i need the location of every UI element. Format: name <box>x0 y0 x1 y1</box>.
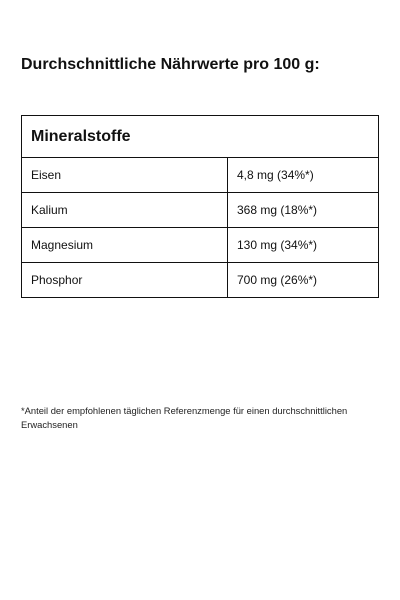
footnote: *Anteil der empfohlenen täglichen Referenzmenge für einen durchschnittlichen Erwachsenen <box>21 405 348 430</box>
table-row <box>22 158 379 193</box>
nutrition-table <box>21 115 379 298</box>
mineral-name: Magnesium <box>22 228 228 263</box>
mineral-value: 700 mg (26%*) <box>228 263 379 298</box>
mineral-value: 4,8 mg (34%*) <box>228 158 379 193</box>
mineral-name: Eisen <box>22 158 228 193</box>
page-heading: Durchschnittliche Nährwerte pro 100 g: <box>21 56 320 73</box>
table-row <box>22 228 379 263</box>
table-row <box>22 263 379 298</box>
table-row <box>22 193 379 228</box>
mineral-name: Kalium <box>22 193 228 228</box>
mineral-name: Phosphor <box>22 263 228 298</box>
mineral-value: 130 mg (34%*) <box>228 228 379 263</box>
table-title: Mineralstoffe <box>22 116 379 158</box>
mineral-value: 368 mg (18%*) <box>228 193 379 228</box>
table-header-row <box>22 116 379 158</box>
